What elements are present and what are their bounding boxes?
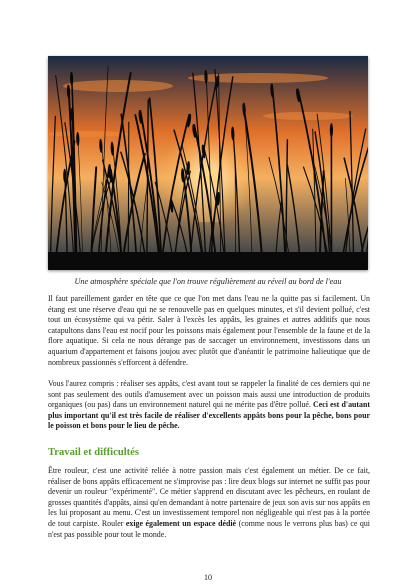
paragraph-work-text-after: (comme nous le verrons plus bas) ce qui n'est pas possible pour tout le monde. xyxy=(48,518,370,539)
paragraph-work-text: Être rouleur, c'est une activité reliée à notre passion mais c'est également un métier. De ce fait, réaliser de bons appâts efficacement ne s'improvise pas : lire deux blogs sur internet ne suffit pas pour devenir un rouleur "expérimenté". Ce métier s'apprend en discutant avec les pêcheurs, en roulant de grosses quantités d'appâts, ainsi qu'en demandant à notre partenaire de jeux son avis sur nos appâts en les lui proposant au menu. C'est un investissement temporel non négligeable qui n'est pas à la portée de tout carpiste. Rouler xyxy=(48,466,370,528)
paragraph-work xyxy=(48,466,370,540)
paragraph-conclusion-bold: Ceci est d'autant plus important qu'il est très facile de réaliser d'excellents appâts bons pour la pêche, bons pour le poisson et bons pour le lieu de pêche. xyxy=(48,400,370,431)
paragraph-conclusion-text: Vous l'aurez compris : réaliser ses appâts, c'est avant tout se rappeler la finalité de ces derniers qui ne sont pas seulement des outils d'amusement avec un poisson mais aussi une introduction de produits organiques (ou pas) dans un environnement naturel qui ne mérite pas d'être pollué. xyxy=(48,379,370,410)
image-caption: Une atmosphère spéciale que l'on trouve régulièrement au réveil au bord de l'eau xyxy=(74,277,342,286)
paragraph-pollution: Il faut pareillement garder en tête que ce que l'on met dans l'eau ne la quitte pas si facilement. Un étang est une réserve d'eau qui ne se renouvelle pas en quelques minutes, et s'il devient pollué, c'est tout un écosystème qui va périr. Saler à l'excès les appâts, les graines et autres additifs que nous catapultons dans l'eau est nocif pour les poissons mais également pour l'ensemble de la faune et de la flore aquatique. Si cela ne nous dérange pas de saccager un environnement, investissons dans un aquarium d'appartement et faisons joujou avec plutôt que d'anéantir le patrimoine halieutique que de nombreux passionnés s'efforcent à défendre. xyxy=(48,294,370,367)
section-heading: Travail et difficultés xyxy=(48,447,140,458)
sunset-reeds-photo xyxy=(48,56,368,270)
reed-stem xyxy=(128,122,129,270)
shore-silhouette xyxy=(48,252,368,270)
paragraph-work-bold: exige également un espace dédié xyxy=(125,518,237,528)
reed-seedhead xyxy=(330,123,333,137)
paragraph-conclusion xyxy=(48,379,370,432)
sunset-reeds-illustration xyxy=(48,56,368,270)
page-number: 10 xyxy=(204,573,212,582)
